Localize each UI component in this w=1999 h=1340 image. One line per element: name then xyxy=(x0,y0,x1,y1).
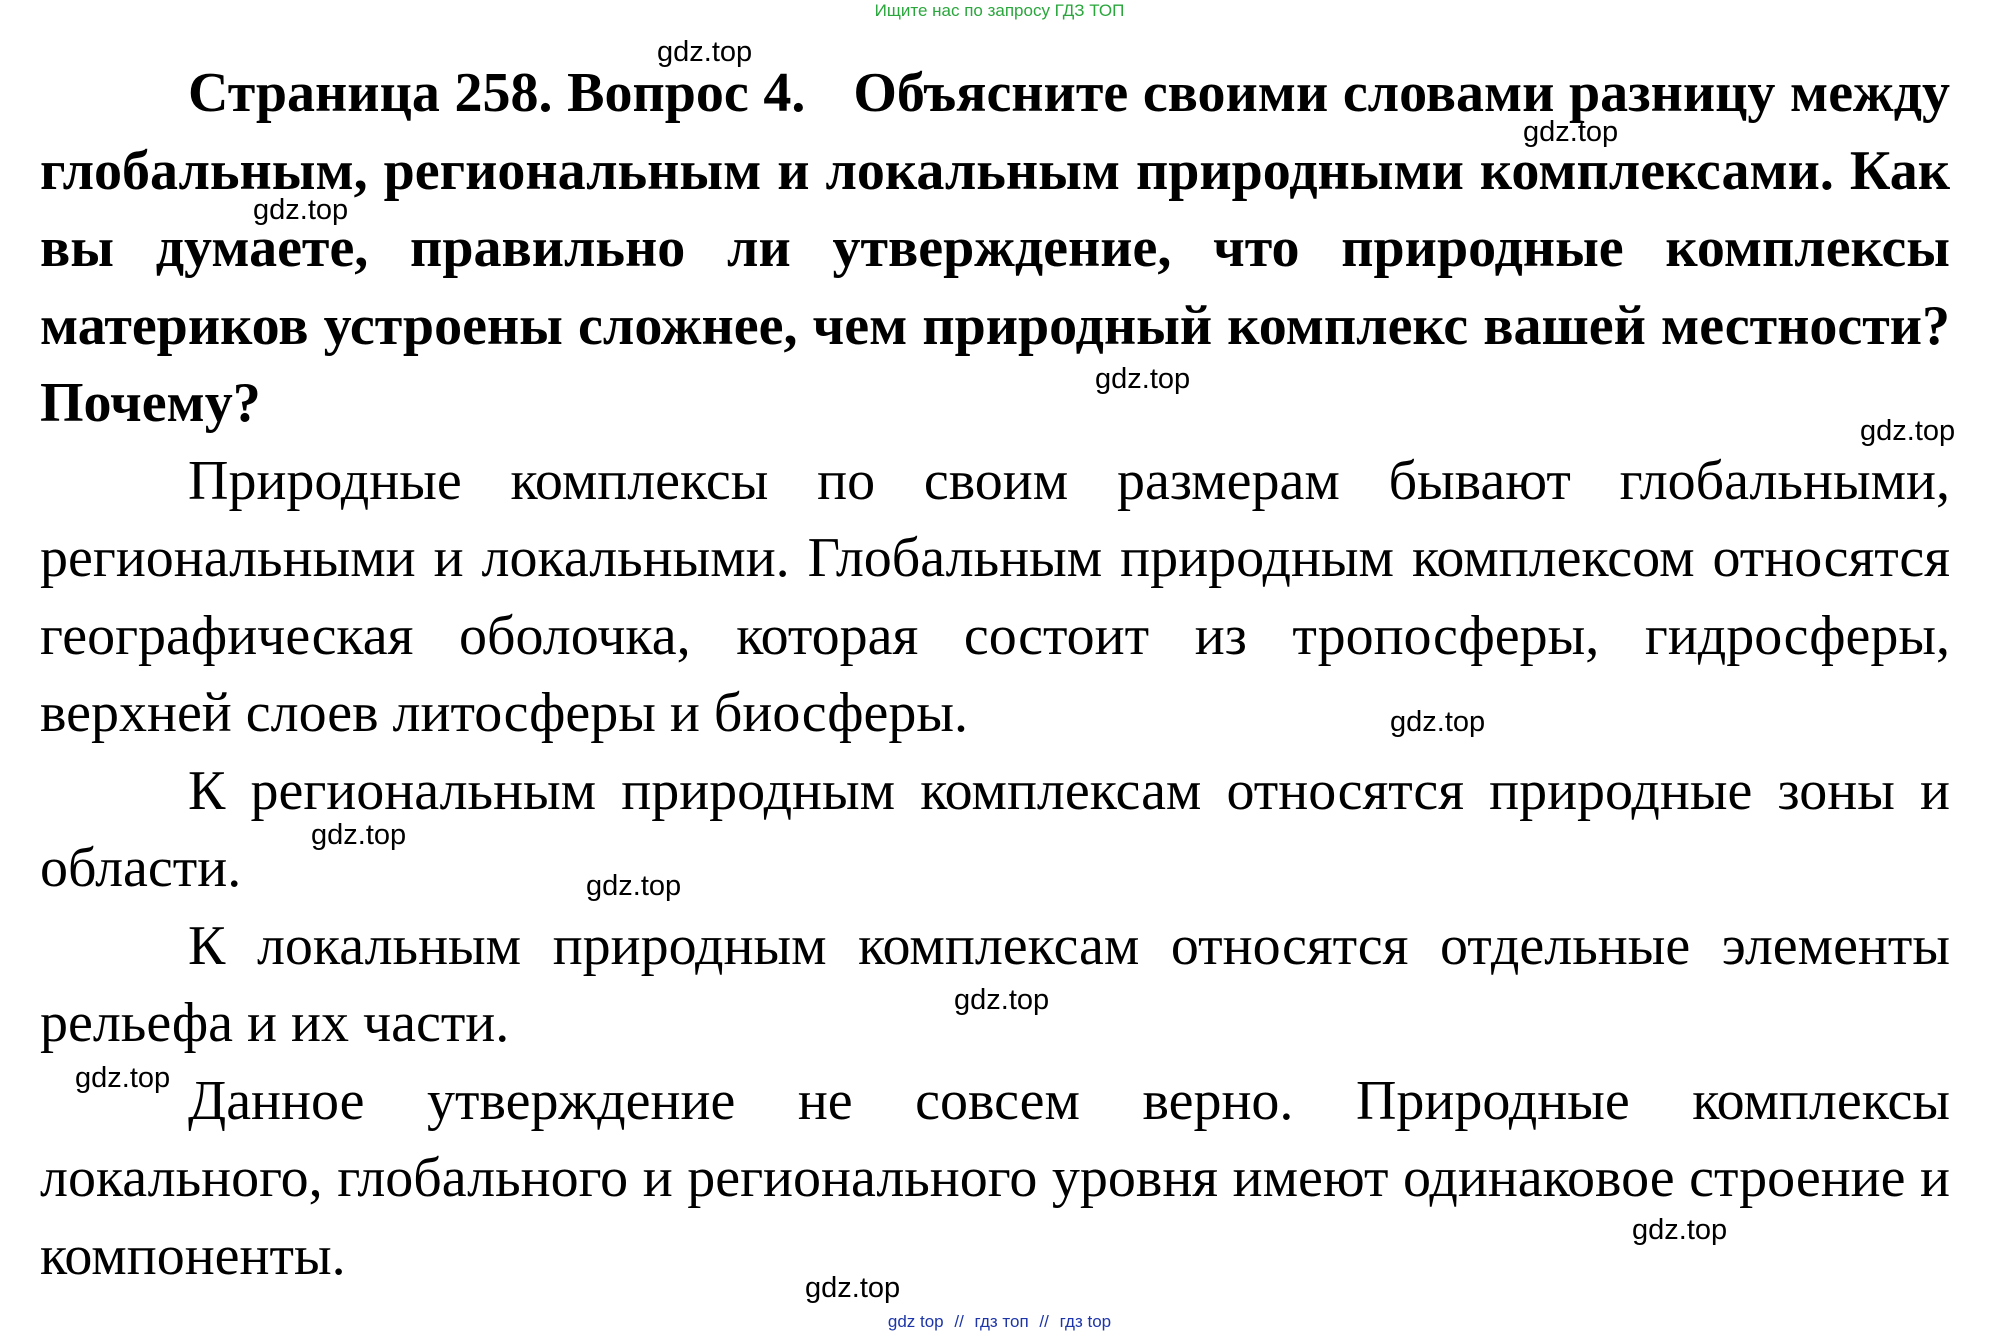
watermark: gdz.top xyxy=(954,984,1050,1016)
watermark: gdz.top xyxy=(657,36,753,68)
watermark: gdz.top xyxy=(253,194,349,226)
footer-separator: // xyxy=(954,1312,964,1331)
answer-paragraph-1: Природные комплексы по своим размерам бывают глобальными, региональными и локальными. Глобальным природным комплексом относятся географическая оболочка, которая состоит из тропосферы, гидросферы, верхней слоев литосферы и биосферы. xyxy=(40,449,1950,744)
footer-separator: // xyxy=(1039,1312,1049,1331)
watermark: gdz.top xyxy=(311,819,407,851)
watermark: gdz.top xyxy=(586,870,682,902)
footer-link[interactable]: gdz top xyxy=(887,1312,944,1331)
question-paragraph xyxy=(40,55,1950,443)
top-banner: Ищите нас по запросу ГДЗ ТОП xyxy=(874,1,1125,20)
footer-link[interactable]: гдз top xyxy=(1059,1312,1112,1331)
document-body xyxy=(40,55,1950,1295)
watermark: gdz.top xyxy=(1860,415,1956,447)
question-label: Страница 258. Вопрос 4. xyxy=(188,62,806,124)
watermark: gdz.top xyxy=(75,1062,171,1094)
answer-paragraph-4: Данное утверждение не совсем верно. Природные комплексы локального, глобального и регионального уровня имеют одинаковое строение и компоненты. xyxy=(40,1069,1950,1287)
answer-paragraph-3: К локальным природным комплексам относятся отдельные элементы рельефа и их части. xyxy=(40,914,1950,1054)
watermark: gdz.top xyxy=(1523,116,1619,148)
watermark: gdz.top xyxy=(1632,1214,1728,1246)
question-text: Объясните своими словами разницу между глобальным, региональным и локальным природными комплексами. Как вы думаете, правильно ли утверждение, что природные комплексы материков устроены сложнее, чем природный комплекс вашей местности? Почему? xyxy=(40,62,1950,434)
footer-links xyxy=(0,1311,1999,1333)
footer-link[interactable]: гдз топ xyxy=(974,1312,1029,1331)
watermark: gdz.top xyxy=(805,1272,901,1304)
watermark: gdz.top xyxy=(1390,706,1486,738)
answer-paragraph-2: К региональным природным комплексам относятся природные зоны и области. xyxy=(40,759,1950,899)
watermark: gdz.top xyxy=(1095,363,1191,395)
